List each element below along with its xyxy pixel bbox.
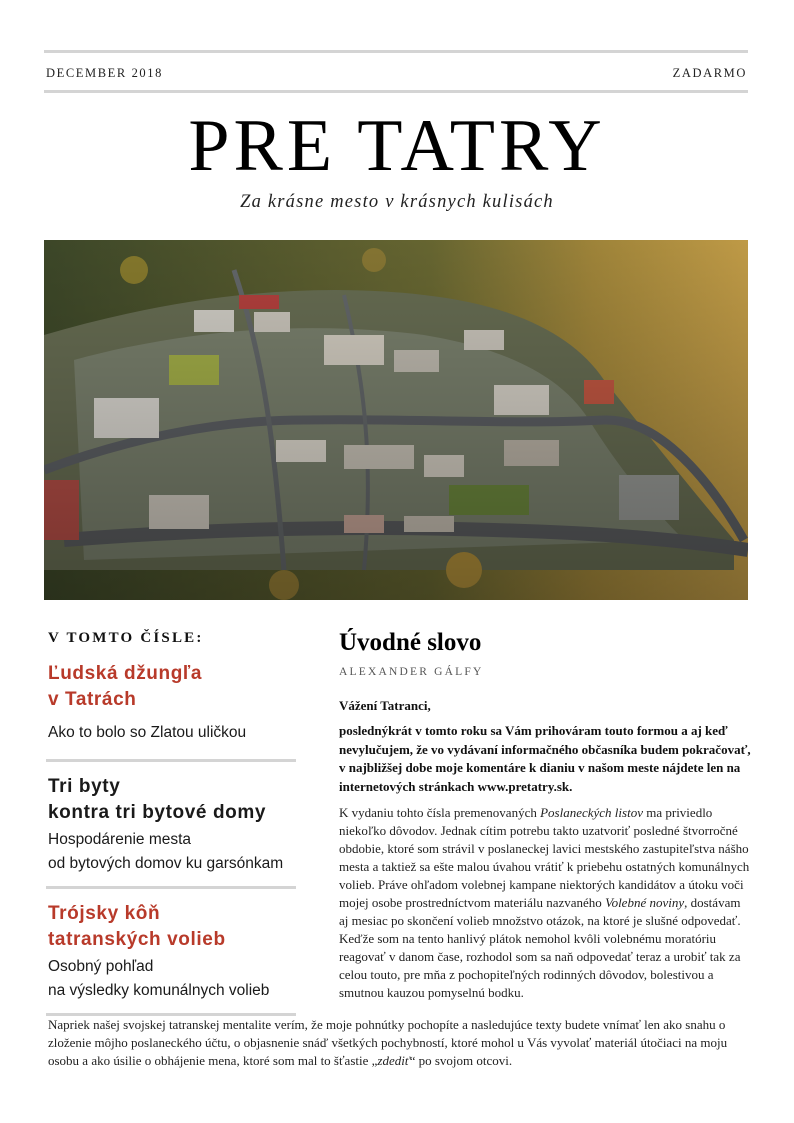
toc-item[interactable]: [48, 661, 298, 745]
article-body: K vydaniu tohto čísla premenovaných Poslaneckých listov ma priviedlo niekoľko dôvodov. Jednak cítim potrebu takto uzatvoriť posledné štvorročné obdobie, ktoré som strávil v poslaneckej lavici mestského zastupiteľstva nášho mesta a taktiež sa ešte malou úvahou vrátiť k priebehu ostatných komunálnych volieb. Práve ohľadom volebnej kampane niektorých kandidátov a útoku voči mojej osobe prostredníctvom materiálu nazvaného Volebné noviny, dostávam aj mesiac po skončení volieb množstvo otázok, na ktoré je slušné odpovedať. Keďže som na tento hanlivý plátok nemohol kvôli volebnému moratóriu reagovať v danom čase, rozhodol som sa naň odpovedať teraz a urobiť tak za celou touto, pre mňa z pochopiteľných rodinných dôvodov, bolestivou a smutnou kauzou pomyselnú bodku.: [339, 805, 750, 1000]
toc-item-subtitle: Hospodárenie mesta od bytových domov ku garsónkam: [48, 831, 284, 872]
article-author: ALEXANDER GÁLFY: [339, 666, 484, 678]
table-of-contents: [48, 630, 298, 1016]
aerial-town-photo: [44, 240, 748, 600]
tagline: Za krásne mesto v krásnych kulisách: [240, 192, 554, 212]
toc-item[interactable]: [48, 901, 298, 1003]
issue-date: DECEMBER 2018: [46, 66, 163, 80]
toc-heading: V TOMTO ČÍSLE:: [48, 630, 204, 646]
toc-item-title: Ľudská džungľa v Tatrách: [48, 663, 203, 710]
editorial-article: [339, 628, 751, 1002]
toc-divider: [46, 759, 296, 762]
article-lead: poslednýkrát v tomto roku sa Vám prihováram touto formou a aj keď nevylučujem, že vo vydávaní informačného občasníka budem pokračovať, v najbližšej dobe moje komentáre k dianiu v našom meste nájdete len na internetových stránkach www.pretatry.sk.: [339, 723, 751, 794]
toc-item-subtitle: Osobný pohľad na výsledky komunálnych volieb: [48, 958, 270, 999]
toc-divider: [46, 886, 296, 889]
article-title: Úvodné slovo: [339, 629, 482, 656]
toc-item[interactable]: [48, 774, 298, 876]
top-rule: [44, 50, 748, 53]
article-closing-paragraph: Napriek našej svojskej tatranskej mentalite verím, že moje pohnútky pochopíte a nasledujúce texty budete vnímať len ako snahu o zloženie môjho poslaneckého účtu, o objasnenie snáď všetkých pochybností, ktoré mohol u Vás vyvolať materiál útočiaci na moju osobu a ako úsilie o obhájenie mena, ktoré som mal to šťastie „zdediť“ po svojom otcovi.: [48, 1017, 728, 1068]
toc-item-title: Tri byty kontra tri bytové domy: [48, 776, 267, 823]
header-rule: [44, 90, 748, 93]
toc-item-title: Trójsky kôň tatranských volieb: [48, 903, 226, 950]
masthead-title: PRE TATRY: [188, 105, 606, 187]
toc-item-subtitle: Ako to bolo so Zlatou uličkou: [48, 724, 247, 741]
issue-price: ZADARMO: [672, 66, 747, 80]
article-greeting: Vážení Tatranci,: [339, 698, 431, 713]
